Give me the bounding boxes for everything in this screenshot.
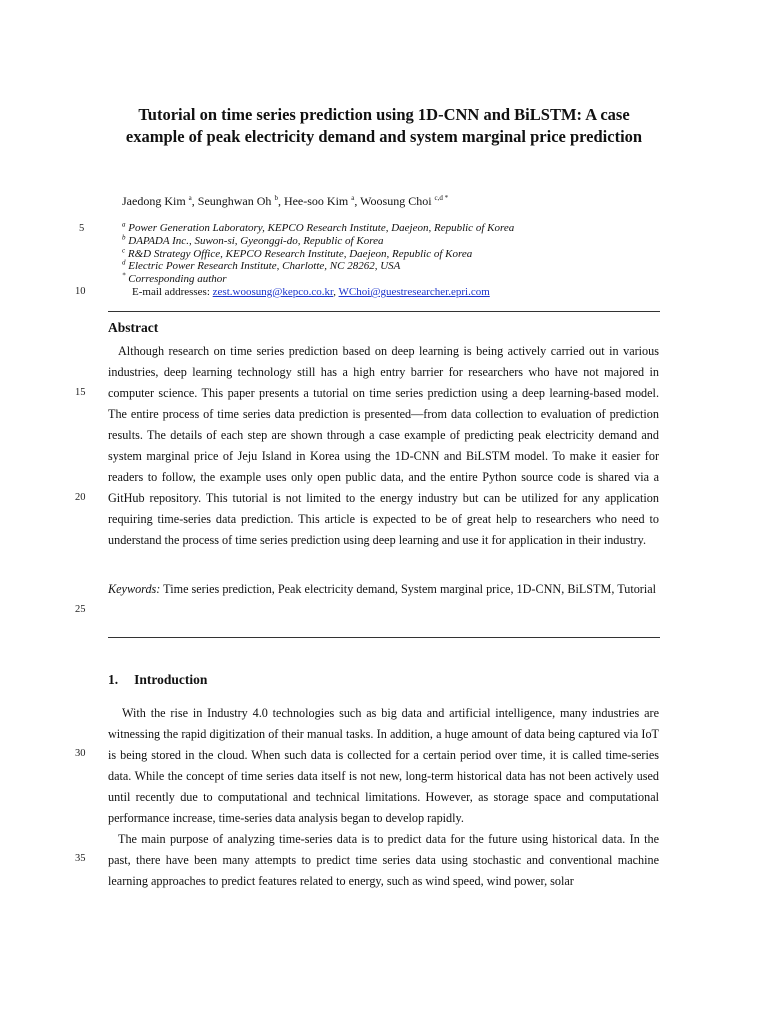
paper-title: Tutorial on time series prediction using 1D-CNN and BiLSTM: A case example of peak electricity demand and system marginal price prediction: [125, 105, 643, 146]
line-number: 20: [75, 492, 86, 503]
affiliation-list: [122, 222, 514, 299]
author-affil-mark: c,d *: [434, 194, 449, 202]
email-link[interactable]: WChoi@guestresearcher.epri.com: [338, 285, 490, 298]
keywords-label: Keywords:: [108, 582, 161, 596]
author-affil-mark: a: [351, 194, 355, 202]
keywords-text: Time series prediction, Peak electricity demand, System marginal price, 1D-CNN, BiLSTM, Tutorial: [160, 582, 657, 596]
line-number: 35: [75, 853, 86, 864]
keywords: [108, 579, 659, 600]
divider: [108, 311, 660, 312]
abstract-text: Although research on time series prediction based on deep learning is being actively carried out in various industries, deep learning technology still has a high entry barrier for researchers who have not majored in computer science. This paper presents a tutorial on time series prediction using a deep learning-based model. The entire process of time series data prediction is presented—from data collection to evaluation of prediction results. The details of each step are shown through a case example of predicting peak electricity demand and system marginal price of Jeju Island in Korea using the 1D-CNN and BiLSTM model. To make it easier for readers to follow, the example uses only open public data, and the entire Python source code is shared via a GitHub repository. This tutorial is not limited to the energy industry but can be utilized for any application requiring time-series data prediction. This article is expected to be of great help to researchers who need to understand the process of time series prediction using deep learning and use it for application in their industry.: [108, 344, 659, 547]
author-list: Jaedong Kim $^a$, Seunghwan Oh $^b$, Hee-soo Kim $^a$, Woosung Choi $^{c,d *}$: [122, 194, 449, 208]
section-number: 1.: [108, 672, 119, 687]
line-number: 10: [75, 286, 86, 297]
author-name: Hee-soo Kim: [283, 194, 349, 208]
email-link[interactable]: zest.woosung@kepco.co.kr: [212, 285, 334, 298]
paragraph: The main purpose of analyzing time-series data is to predict data for the future using historical data. In the past, there have been many attempts to predict time series data using stochastic and conventional machine learning approaches to predict features related to energy, such as wind speed, wind power, solar: [108, 832, 659, 888]
divider: [108, 637, 660, 638]
line-number: 30: [75, 748, 86, 759]
affiliation: $^c$ R&D Strategy Office, KEPCO Research Institute, Daejeon, Republic of Korea: [122, 245, 473, 260]
author-name: Woosung Choi: [360, 194, 432, 208]
abstract-body: [108, 341, 659, 551]
line-number: 25: [75, 604, 86, 615]
affiliation: $^d$ Electric Power Research Institute, Charlotte, NC 28262, USA: [122, 258, 401, 273]
abstract-heading: Abstract: [108, 320, 159, 335]
email-label: E-mail addresses:: [132, 285, 213, 298]
section-title: Introduction: [134, 672, 208, 687]
email-addresses: E-mail addresses: zest.woosung@kepco.co.kr, WChoi@guestresearcher.epri.com: [132, 285, 490, 298]
author-name: Seunghwan Oh: [197, 194, 272, 208]
introduction-body: [108, 703, 659, 892]
author-affil-mark: b: [274, 194, 278, 202]
author-affil-mark: a: [188, 194, 192, 202]
paragraph: With the rise in Industry 4.0 technologies such as big data and artificial intelligence, many industries are witnessing the rapid digitization of their manual tasks. In addition, a huge amount of data being captured via IoT is being stored in the cloud. When such data is collected for a certain period over time, it is called time-series data. While the concept of time series data itself is not new, long-term historical data has not been actively used until recently due to computational and technical limitations. However, as storage space and computational performance increase, time-series data analysis began to develop rapidly.: [108, 706, 659, 825]
line-number: 15: [75, 387, 86, 398]
affiliation: $^a$ Power Generation Laboratory, KEPCO Research Institute, Daejeon, Republic of Korea: [122, 220, 515, 234]
line-number: 5: [79, 223, 85, 234]
corresponding-author: * Corresponding author: [122, 271, 227, 286]
affiliation: $^b$ DAPADA Inc., Suwon-si, Gyeonggi-do, Republic of Korea: [122, 233, 384, 247]
section-heading: [108, 672, 207, 688]
author-name: Jaedong Kim: [122, 194, 186, 208]
